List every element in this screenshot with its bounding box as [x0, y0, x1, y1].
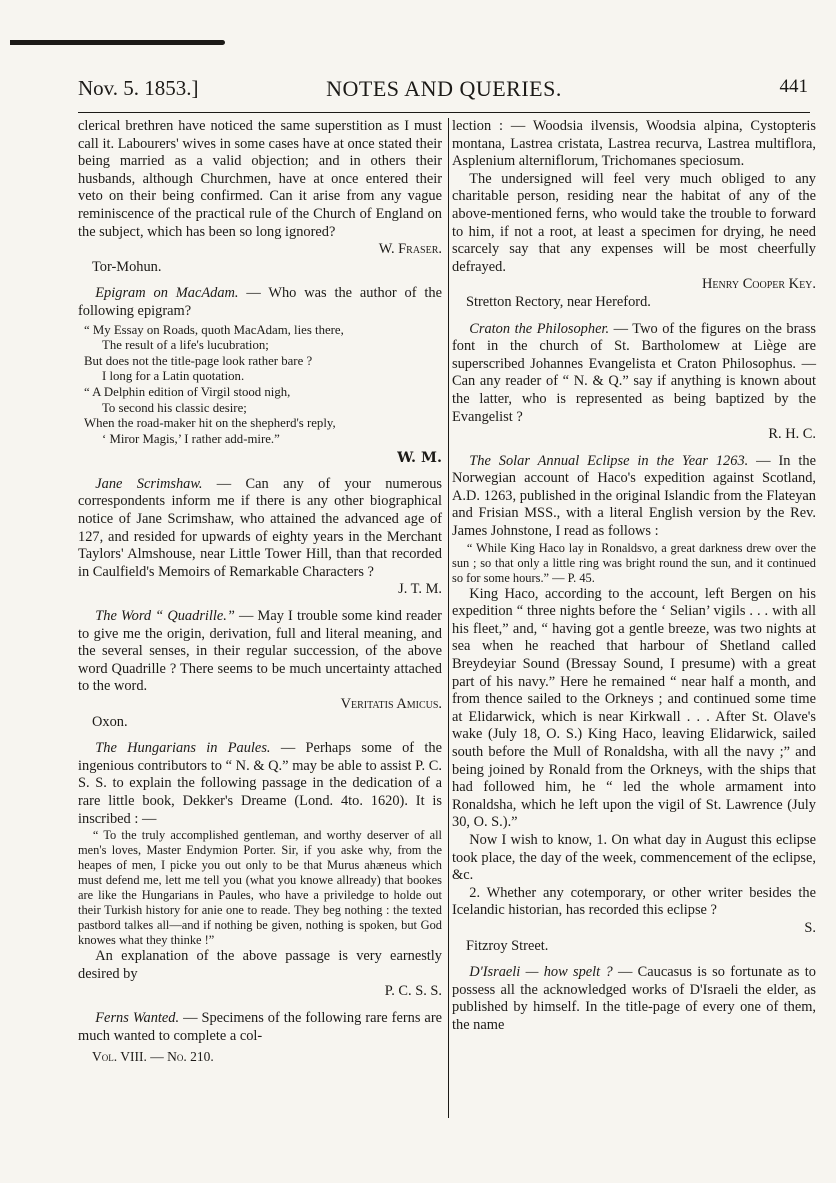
right-column: [452, 118, 816, 1035]
quadrille-signature: Veritatis Amicus.: [340, 696, 442, 712]
volume-footer: Vol. VIII. — No. 210.: [92, 1049, 214, 1065]
disraeli-body: — Caucasus is so fortunate as to possess all the acknowledged works of D'Israeli the elder, as published by himself. In the title-page of every one of them, the name: [452, 964, 816, 1033]
ferns-list: lection : — Woodsia ilvensis, Woodsia alpina, Cystopteris montana, Lastrea cristata, Lastrea recurva, Lastrea multiflora, Asplenium alterniflorum, Trichomanes speciosum.: [452, 118, 816, 170]
hungarians-request: An explanation of the above passage is very earnestly desired by: [78, 948, 442, 982]
scrimshaw-body: — Can any of your numerous correspondents inform me if there is any other biographical notice of Jane Scrimshaw, who attained the advanced age of 127, and resided for upwards of eighty years in the Merchant Taylors' Almshouse, near Little Tower Hill, than that recorded in Caulfield's Memoirs of Remarkable Characters ?: [78, 475, 442, 580]
eclipse-account: King Haco, according to the account, left Bergen on his expedition “ three nights before the ‘ Selian’ vigils . . . with all his fleet,” and, “ having got a gentle breeze, was two nights at sea when he reached that harbour of Shetland called Breydeyiar Sound (Bressay Sound, I presume) with a great part of his navy.” Here he remained “ near half a month, and from thence sailed to the Orkneys ; and continued some time at Elidarwick, which is near Kirkwall . . . After St. Olave's wake (July 18, O. S.) King Haco, leaving Elidarwick, sailed south before the Mull of Ronaldsha, with all the navy ;” and being joined by Ronald from the Orkneys, with the ships that had followed him, he “ led the whole armament into Ronaldsha, which he left upon the vigil of St. Lawrence (July 30, O. S.).”: [452, 585, 816, 831]
quadrille-body: — May I trouble some kind reader to give me the origin, derivation, full and literal meaning, and the several senses, in their regular succession, of the above word Quadrille ? There seems to be much uncertainty attached to the word.: [78, 608, 442, 695]
column-divider: [448, 118, 449, 1118]
scrimshaw-title: Jane Scrimshaw.: [95, 475, 203, 492]
hungarians-title: The Hungarians in Paules.: [95, 740, 271, 757]
eclipse-quote: “ While King Haco lay in Ronaldsvo, a great darkness drew over the sun ; so that only a little ring was bright round the sun, and it continued so for some hours.” — P. 45.: [452, 540, 816, 585]
eclipse-question-2: 2. Whether any cotemporary, or other writer besides the Icelandic historian, has recorded this eclipse ?: [452, 884, 816, 919]
ferns-query: [78, 1010, 442, 1045]
scrimshaw-signature: J. T. M.: [398, 581, 442, 598]
journal-title: NOTES AND QUERIES.: [326, 76, 562, 101]
top-rule: [10, 40, 225, 45]
disraeli-title: D'Israeli — how spelt ?: [469, 964, 613, 981]
craton-query: [452, 321, 816, 427]
eclipse-question-1: Now I wish to know, 1. On what day in August this eclipse took place, the day of the week, commencement of the eclipse, &c.: [452, 831, 816, 884]
poem-line: The result of a life's lucubration;: [102, 338, 269, 353]
eclipse-place: Fitzroy Street.: [466, 937, 549, 954]
poem-line: When the road-maker hit on the shepherd's reply,: [84, 416, 336, 431]
eclipse-body: — In the Norwegian account of Haco's expedition against Scotland, A.D. 1263, published in the original Islandic from the Flateyan and Frisian MSS., with a literal English version by the Rev. James Johnstone, I read as follows :: [452, 452, 816, 540]
quadrille-place: Oxon.: [92, 713, 128, 730]
hungarians-signature: P. C. S. S.: [384, 983, 442, 1000]
scrimshaw-query: [78, 476, 442, 582]
hungarians-quote: “ To the truly accomplished gentleman, and worthy deserver of all men's loves, Master Endymion Porter. Sir, if you aske why, from the heapes of men, I picke you out only to be that Murus ahæneus which must defend me, lett me tell you (what you knowe allready) that bookes are like the Hungarians in Paules, who have a priviledge to holde out their Turkish history for anie one to reade. They beg nothing : the texted pastbord talkes all—and if nothing be given, nothing is spoken, but God knowes what they thinke !”: [78, 828, 442, 948]
epigram-title: Epigram on MacAdam.: [95, 285, 239, 302]
hungarians-body: — Perhaps some of the ingenious contributors to “ N. & Q.” may be able to assist P. C. S. S. to explain the following passage in the dedication of a rare little book, Dekker's Dreame (Lond. 4to. 1620). It is inscribed : —: [78, 740, 442, 827]
eclipse-query: [452, 453, 816, 541]
epigram-query: [78, 285, 442, 320]
epigram-signature: W. M.: [397, 449, 442, 467]
issue-date: Nov. 5. 1853.]: [78, 76, 199, 100]
ferns-place: Stretton Rectory, near Hereford.: [466, 293, 651, 310]
epigram-poem: [84, 323, 442, 448]
craton-title: Craton the Philosopher.: [469, 320, 610, 337]
fraser-paragraph: clerical brethren have noticed the same superstition as I must call it. Labourers' wives in some cases have at once stated their being married as a valid objection; and in others their husbands, although Churchmen, have at once entered their veto on their being confirmed. Can it arise from any vague reminiscence of the practical rule of the Church of England on the subject, which has been so long ignored?: [78, 118, 442, 240]
eclipse-signature: S.: [804, 919, 816, 936]
poem-line: To second his classic desire;: [102, 400, 247, 415]
poem-line: “ My Essay on Roads, quoth MacAdam, lies there,: [84, 322, 344, 337]
eclipse-title: The Solar Annual Eclipse in the Year 1263.: [469, 452, 749, 469]
poem-line: I long for a Latin quotation.: [102, 369, 245, 384]
quadrille-title: The Word “ Quadrille.”: [95, 608, 235, 625]
left-column: [78, 118, 442, 1066]
epigram-body: — Who was the author of the following epigram?: [78, 285, 442, 319]
disraeli-query: [452, 964, 816, 1034]
page-number: 441: [779, 76, 808, 97]
poem-line: But does not the title-page look rather bare ?: [84, 353, 313, 368]
ferns-signature: Henry Cooper Key.: [702, 276, 816, 293]
ferns-title: Ferns Wanted.: [95, 1009, 180, 1026]
poem-line: “ A Delphin edition of Virgil stood nigh,: [84, 384, 291, 399]
page-header: [78, 72, 810, 113]
craton-signature: R. H. C.: [768, 426, 816, 443]
hungarians-query: [78, 740, 442, 828]
fraser-place: Tor-Mohun.: [92, 258, 162, 275]
craton-body: — Two of the figures on the brass font in the church of St. Bartholomew at Liège are superscribed Johannes Evangelista et Craton Philosophus. — Can any reader of “ N. & Q.” say if anything is known about the latter, who is represented as being baptized by the Evangelist ?: [452, 320, 816, 425]
fraser-signature: W. Fraser.: [378, 241, 442, 258]
poem-line: ‘ Miror Magis,’ I rather add-mire.”: [102, 431, 280, 446]
quadrille-query: [78, 608, 442, 696]
ferns-body: — Specimens of the following rare ferns are much wanted to complete a col-: [78, 1009, 442, 1044]
ferns-request: The undersigned will feel very much obliged to any charitable person, residing near the habitat of any of the above-mentioned ferns, who would take the trouble to forward to him, if not a root, at least a specimen for drying, he need scarcely say that any expenses will be most cheerfully defrayed.: [452, 170, 816, 275]
